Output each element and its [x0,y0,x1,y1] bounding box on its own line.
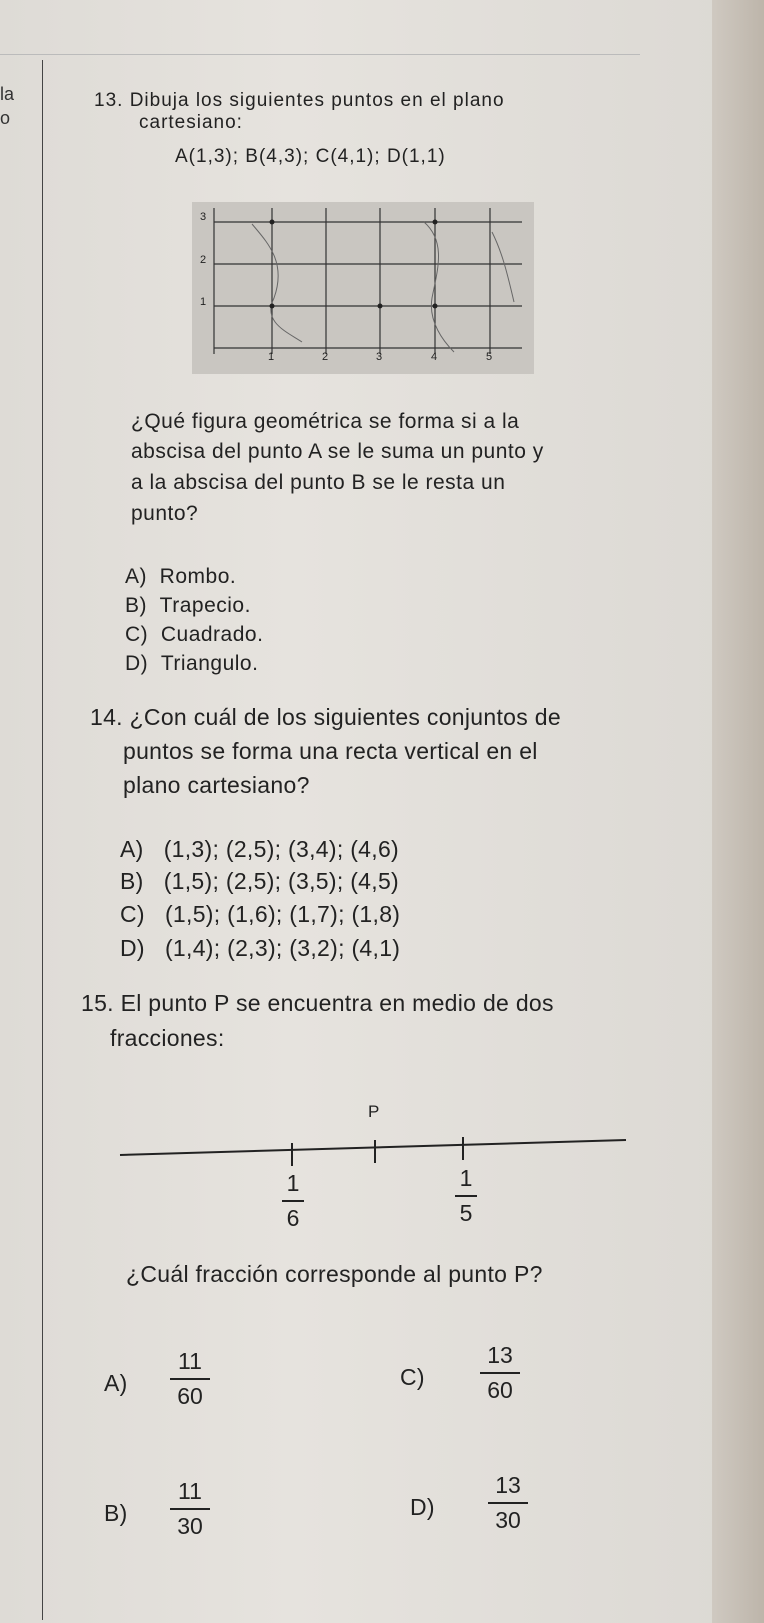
option-letter: A) [120,836,144,862]
q15-prompt-cont: fracciones: [110,1025,225,1051]
y-tick: 3 [200,211,207,223]
q13-question: ¿Qué figura geométrica se forma si a la [131,410,520,433]
q13-question: punto? [131,502,199,525]
option-fraction [170,1478,210,1540]
q15-prompt: 15. El punto P se encuentra en medio de dos [81,990,554,1016]
fraction-numerator: 11 [178,1348,202,1374]
option-text: Trapecio. [159,594,251,617]
option-letter: C) [120,901,145,927]
option-text: (1,5); (2,5); (3,5); (4,5) [163,868,399,894]
fraction-bar [455,1195,477,1197]
y-tick: 1 [200,296,207,308]
margin-fragment: o [0,108,11,128]
option-text: Cuadrado. [160,623,264,646]
fraction-denominator: 60 [177,1383,203,1409]
fraction-one-sixth [282,1170,304,1232]
option-text: (1,3); (2,5); (3,4); (4,6) [163,836,399,862]
fraction-numerator: 1 [286,1170,300,1196]
option-text: (1,5); (1,6); (1,7); (1,8) [164,901,401,927]
margin-fragment: la [0,84,15,104]
option-text: (1,4); (2,3); (3,2); (4,1) [164,935,401,961]
fraction-bar [488,1502,528,1504]
q13-points: A(1,3); B(4,3); C(4,1); D(1,1) [175,146,446,167]
q13-prompt-cont: cartesiano: [139,112,243,133]
option-letter: D) [125,652,149,675]
point-p-label: P [368,1102,380,1121]
fraction-denominator: 6 [286,1205,300,1231]
fraction-numerator: 13 [495,1472,521,1498]
fraction-denominator: 60 [487,1377,513,1403]
q13-prompt: 13. Dibuja los siguientes puntos en el plano [94,90,505,111]
option-text: Rombo. [159,565,237,588]
option-letter: A) [104,1370,128,1396]
x-tick: 5 [486,351,493,363]
option-letter: B) [120,868,144,894]
fraction-denominator: 30 [495,1507,521,1533]
fraction-one-fifth [455,1165,477,1227]
option-letter: A) [125,565,147,588]
fraction-denominator: 5 [459,1200,473,1226]
q14-question: puntos se forma una recta vertical en el [123,738,538,764]
x-tick: 2 [322,351,329,363]
option-fraction [170,1348,210,1410]
option-fraction [480,1342,520,1404]
fraction-numerator: 1 [459,1165,473,1191]
y-tick: 2 [200,254,207,266]
option-letter: B) [104,1500,128,1526]
q13-question: abscisa del punto A se le suma un punto y [131,440,544,463]
fraction-denominator: 30 [177,1513,203,1539]
option-text: Triangulo. [160,652,259,675]
q14-question: plano cartesiano? [123,772,310,798]
x-tick: 4 [431,351,438,363]
q15-question: ¿Cuál fracción corresponde al punto P? [126,1261,543,1287]
fraction-bar [170,1508,210,1510]
option-fraction [488,1472,528,1534]
q13-question: a la abscisa del punto B se le resta un [131,471,506,494]
q14-question: 14. ¿Con cuál de los siguientes conjuntos de [90,704,561,730]
fraction-numerator: 13 [487,1342,513,1368]
fraction-bar [282,1200,304,1202]
option-letter: D) [410,1494,435,1520]
option-letter: B) [125,594,147,617]
option-letter: C) [125,623,149,646]
option-letter: D) [120,935,145,961]
x-tick: 1 [268,351,275,363]
fraction-numerator: 11 [178,1478,202,1504]
x-tick: 3 [376,351,383,363]
option-letter: C) [400,1364,425,1390]
fraction-bar [480,1372,520,1374]
fraction-bar [170,1378,210,1380]
